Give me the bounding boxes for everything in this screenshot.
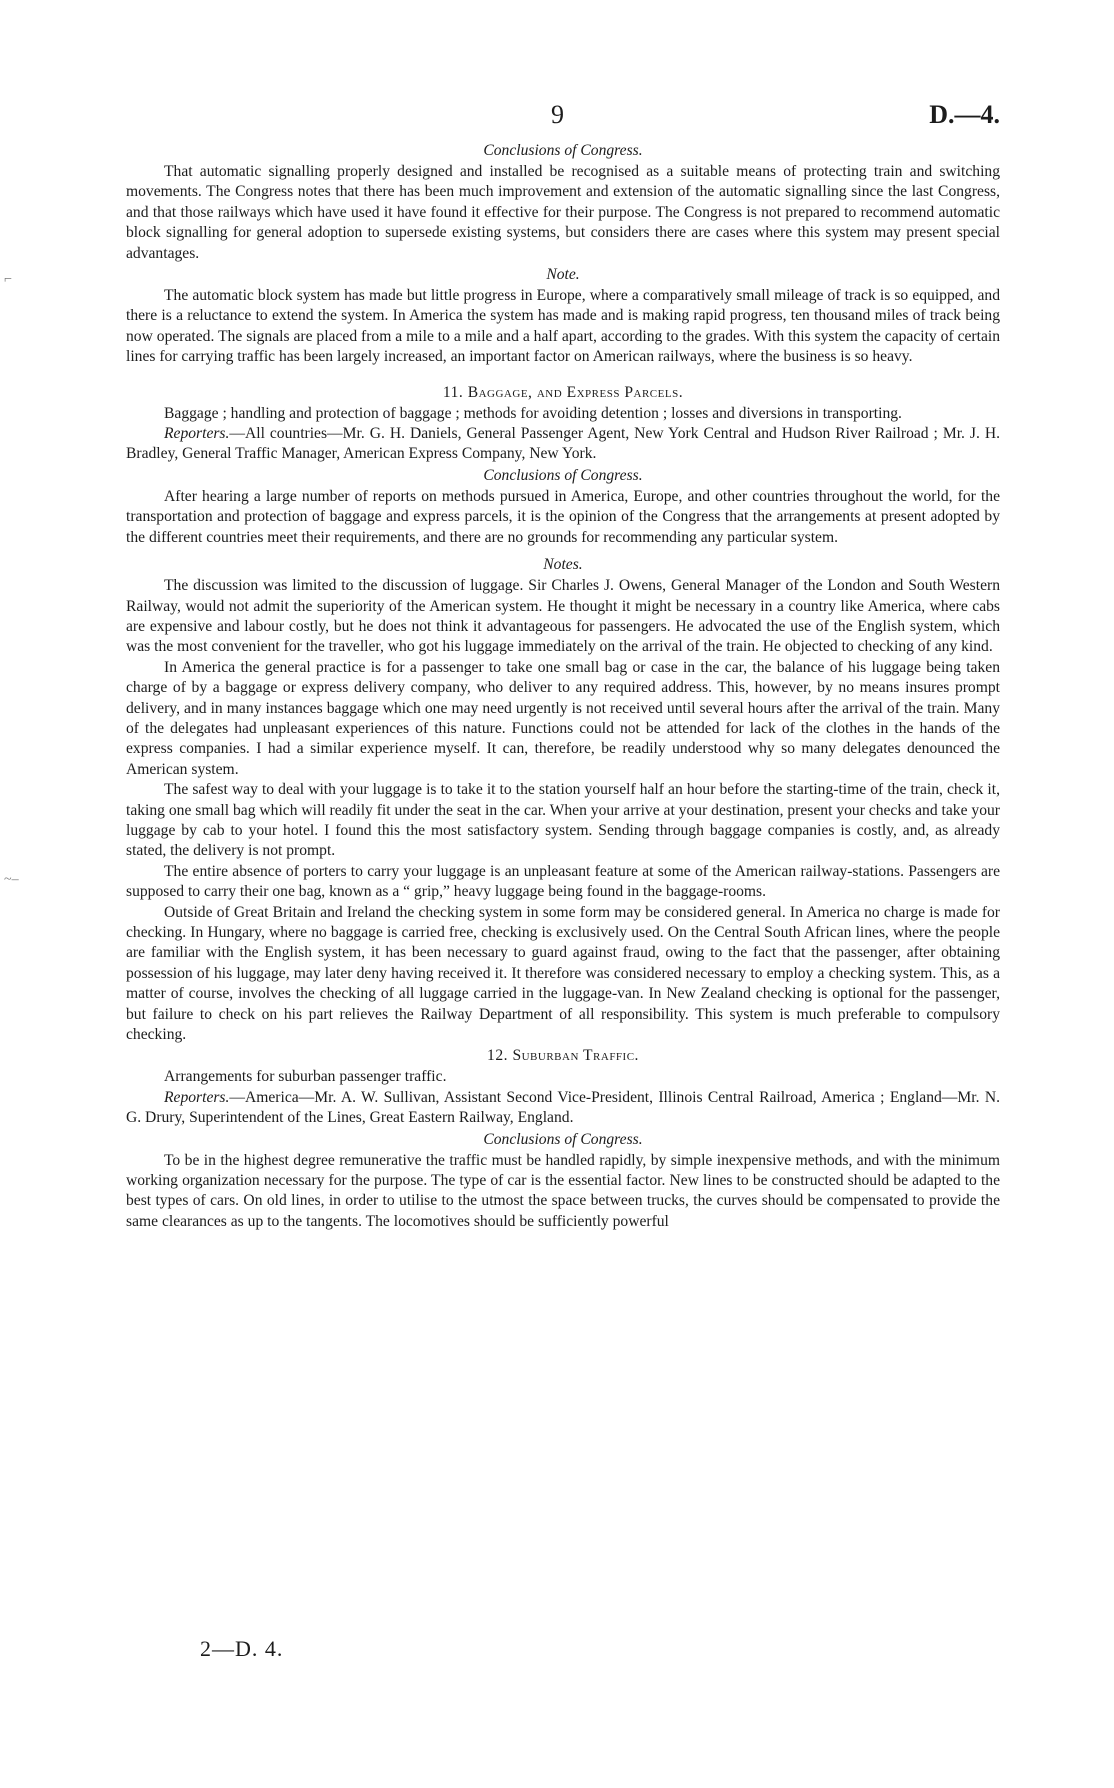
margin-mark-1: ⌐ — [4, 272, 12, 287]
document-code: D.—4. — [929, 100, 1000, 129]
s1-conclusions-text: That automatic signalling properly designed and installed be recognised as a suitable means of protecting train and switching movements. The Congress notes that there has been much improvement and extension of the automatic signalling since the last Congress, and that those railways which have used it have found it effective for their purpose. The Congress is not prepared to recommend automatic block signalling for general adoption to supersede existing systems, but considers there are cases where this system may present special advantages. — [126, 163, 1000, 262]
s1-note-heading: Note. — [546, 266, 580, 284]
s11-notes-p2: In America the general practice is for a passenger to take one small bag or case in the car, the balance of his luggage being taken charge of by a baggage or express delivery company, who deliver to any required address. This, however, by no means insures prompt delivery, and in many instances baggage which one may need urgently is not received until several hours after the arrival of the train. Many of the delegates had unpleasant experiences of this nature. Functions could not be attended for lack of the clothes in the hands of the express companies. I had a similar experience myself. It can, therefore, be readily understood why so many delegates denounced the American system. — [126, 658, 1000, 778]
s11-reporters — [126, 424, 1000, 465]
s12-conclusions-heading: Conclusions of Congress. — [483, 1130, 643, 1148]
s11-conclusions-text: After hearing a large number of reports on methods pursued in America, Europe, and other countries throughout the world, for the transportation and protection of baggage and express parcels, it is the opinion of the Congress that the arrangements at present adopted by the different countries meet their requirements, and there are no grounds for recommending any particular system. — [126, 487, 1000, 546]
s11-notes-p1: The discussion was limited to the discussion of luggage. Sir Charles J. Owens, General Manager of the London and South Western Railway, would not admit the superiority of the American system. He thought it might be necessary in a country like America, where cabs are expensive and labour costly, but he does not think it advantageous for passengers. He advocated the use of the English system, which was the most convenient for the traveller, who got his luggage immediately on the arrival of the train. He objected to checking of any kind. — [126, 577, 1000, 656]
footer-signature: 2—D. 4. — [200, 1636, 284, 1661]
s11-notes-p4: The entire absence of porters to carry your luggage is an unpleasant feature at some of the American railway-stations. Passengers are supposed to carry their one bag, known as a “ grip,” heavy luggage being found in the baggage-rooms. — [126, 862, 1000, 901]
page-number: 9 — [551, 100, 564, 129]
s11-notes-p3: The safest way to deal with your luggage is to take it to the station yourself half an hour before the starting-time of the train, check it, taking one small bag which will readily fit under the seat in the car. When your arrive at your destination, present your checks and take your luggage by cab to your hotel. I found this the most satisfactory system. Sending through baggage companies is costly, and, as already stated, the delivery is not prompt. — [126, 781, 1000, 860]
s11-title: 11. Baggage, and Express Parcels. — [442, 383, 684, 401]
s12-reporters-text: —America—Mr. A. W. Sullivan, Assistant Second Vice-President, Illinois Central Railroad, America ; England—Mr. N. G. Drury, Superintendent of the Lines, Great Eastern Railway, England. — [126, 1088, 1000, 1127]
s12-title: 12. Suburban Traffic. — [487, 1047, 639, 1065]
s11-notes-heading: Notes. — [543, 556, 583, 574]
s1-conclusions-heading: Conclusions of Congress. — [483, 142, 643, 159]
s12-reporters — [126, 1088, 1000, 1129]
s11-reporters-label: Reporters. — [164, 425, 230, 443]
s11-conclusions-heading: Conclusions of Congress. — [483, 466, 643, 484]
s12-subject: Arrangements for suburban passenger traffic. — [164, 1068, 447, 1086]
s11-notes-p5: Outside of Great Britain and Ireland the checking system in some form may be considered general. In America no charge is made for checking. In Hungary, where no baggage is carried free, checking is exclusively used. On the Central South African lines, where the people are familiar with the English system, it has been necessary to guard against fraud, owing to the fact that the passenger, after obtaining possession of his luggage, may later deny having received it. It therefore was considered necessary to employ a checking system. This, as a matter of course, involves the checking of all luggage carried in the luggage-van. In New Zealand checking is optional for the passenger, but failure to check on his part relieves the Railway Department of all responsibility. This system is much preferable to compulsory checking. — [126, 903, 1000, 1044]
s1-note-text: The automatic block system has made but little progress in Europe, where a comparatively small mileage of track is so equipped, and there is a reluctance to extend the system. In America the system has made and is making rapid progress, ten thousand miles of track being now operated. The signals are placed from a mile to a mile and a half apart, according to the grades. With this system the capacity of certain lines for carrying traffic has been largely increased, an important factor on American railways, where the business is so heavy. — [126, 287, 1000, 366]
document-page — [126, 100, 1000, 1232]
s11-reporters-text: —All countries—Mr. G. H. Daniels, General Passenger Agent, New York Central and Hudson River Railroad ; Mr. J. H. Bradley, General Traffic Manager, American Express Company, New York. — [126, 425, 1000, 463]
s11-subject: Baggage ; handling and protection of baggage ; methods for avoiding detention ; losses and diversions in transporting. — [164, 404, 902, 422]
margin-mark-2: ~– — [4, 872, 19, 887]
s12-reporters-label: Reporters. — [164, 1088, 230, 1106]
s12-conclusions-text: To be in the highest degree remunerative the traffic must be handled rapidly, by simple inexpensive methods, and with the minimum working organization necessary for the purpose. The type of car is the essential factor. New lines to be constructed should be adapted to the best types of cars. On old lines, in order to utilise to the utmost the space between trucks, the curves should be compensated to provide the same clearances as up to the tangents. The locomotives should be sufficiently powerful — [126, 1151, 1000, 1230]
page-header — [126, 100, 1000, 140]
